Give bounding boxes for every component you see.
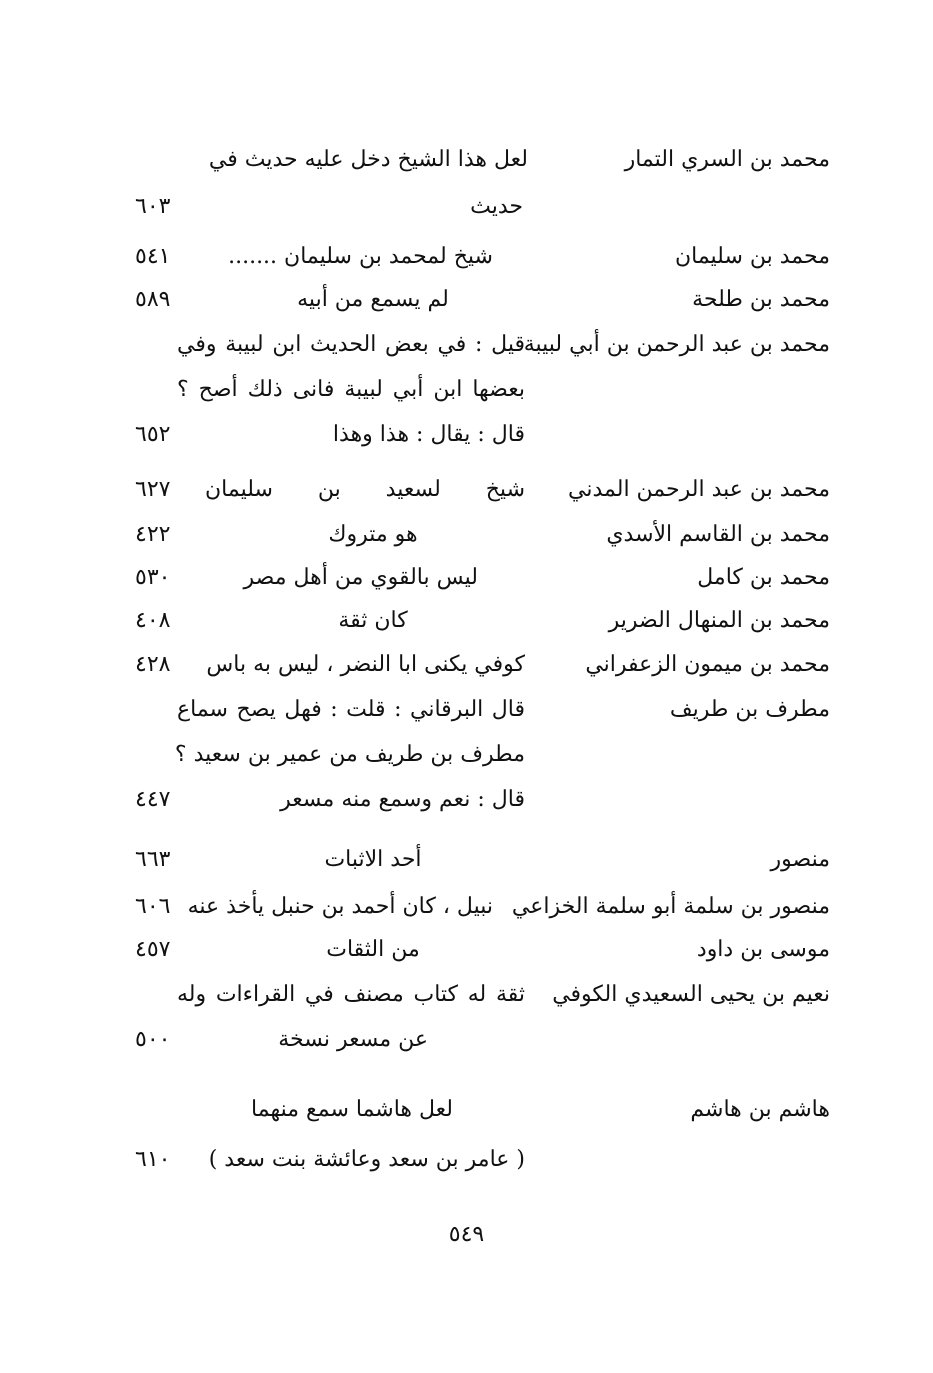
page-reference: ٦٢٧ <box>135 477 171 502</box>
entry-note: قال : نعم وسمع منه مسعر <box>280 787 525 812</box>
entry-note: بعضها ابن أبي لبيبة فانى ذلك أصح ؟ <box>177 377 525 402</box>
entry-note: هو متروك <box>328 522 418 547</box>
entry-row <box>0 237 933 277</box>
page-reference: ٥٨٩ <box>135 287 171 312</box>
narrator-name: محمد بن كامل <box>697 565 830 590</box>
entry-row <box>0 735 933 775</box>
entry-row <box>0 780 933 820</box>
entry-note: كوفي يكنى ابا النضر ، ليس به باس <box>206 652 525 677</box>
entry-row <box>0 1020 933 1060</box>
page-reference: ٦٠٣ <box>135 194 171 219</box>
entry-row <box>0 840 933 880</box>
narrator-name: محمد بن القاسم الأسدي <box>606 522 830 547</box>
entry-row <box>0 975 933 1015</box>
page-reference: ٦١٠ <box>135 1147 171 1172</box>
entry-row <box>0 601 933 641</box>
entry-note: لعل هاشما سمع منهما <box>251 1097 453 1122</box>
entry-row <box>0 187 933 227</box>
page-reference: ٤٢٨ <box>135 652 171 677</box>
narrator-name: منصور <box>770 847 830 872</box>
page-reference: ٤٥٧ <box>135 937 171 962</box>
page-reference: ٦٥٢ <box>135 422 171 447</box>
page-reference: ٦٠٦ <box>135 894 171 919</box>
entry-note: ثقة له كتاب مصنف في القراءات وله <box>177 982 525 1007</box>
entry-row <box>0 370 933 410</box>
entry-row <box>0 558 933 598</box>
narrator-name: منصور بن سلمة أبو سلمة الخزاعي <box>511 894 830 919</box>
entry-note: نبيل ، كان أحمد بن حنبل يأخذ عنه <box>187 894 493 919</box>
page-reference: ٥٠٠ <box>135 1027 171 1052</box>
entry-row <box>0 1140 933 1180</box>
page-reference: ٥٤١ <box>135 244 171 269</box>
narrator-name: نعيم بن يحيى السعيدي الكوفي <box>552 982 830 1007</box>
entry-row <box>0 515 933 555</box>
page-number: ٥٤٩ <box>448 1222 485 1247</box>
narrator-name: محمد بن ميمون الزعفراني <box>585 652 830 677</box>
entry-note: من الثقات <box>326 937 420 962</box>
page-reference: ٥٣٠ <box>135 565 171 590</box>
entry-row <box>0 415 933 455</box>
entry-note: شيخ لمحمد بن سليمان ....... <box>228 244 493 269</box>
entry-note: قيل : في بعض الحديث ابن لبيبة وفي <box>177 332 525 357</box>
entry-note: مطرف بن طريف من عمير بن سعيد ؟ <box>174 742 525 767</box>
narrator-name: محمد بن المنهال الضرير <box>608 608 830 633</box>
entry-note: قال : يقال : هذا وهذا <box>332 422 525 447</box>
page-reference: ٤٠٨ <box>135 608 171 633</box>
narrator-name: محمد بن السري التمار <box>624 147 830 172</box>
page-reference: ٤٤٧ <box>135 787 171 812</box>
page-reference: ٤٢٢ <box>135 522 171 547</box>
entry-row <box>0 280 933 320</box>
entry-row <box>0 645 933 685</box>
entry-row <box>0 690 933 730</box>
entry-row <box>0 325 933 365</box>
entry-row <box>0 887 933 927</box>
entry-note: لم يسمع من أبيه <box>297 287 449 312</box>
entry-row <box>0 930 933 970</box>
page-reference: ٦٦٣ <box>135 847 171 872</box>
narrator-name: محمد بن سليمان <box>674 244 830 269</box>
entry-note: قال البرقاني : قلت : فهل يصح سماع <box>177 697 525 722</box>
entry-row <box>0 1090 933 1130</box>
narrator-name: محمد بن طلحة <box>692 287 830 312</box>
narrator-name: هاشم بن هاشم <box>690 1097 830 1122</box>
narrator-name: موسى بن داود <box>696 937 830 962</box>
entry-note: شيخ لسعيد بن سليمان <box>205 477 525 502</box>
narrator-name: محمد بن عبد الرحمن المدني <box>568 477 830 502</box>
narrator-name: مطرف بن طريف <box>669 697 830 722</box>
entry-row <box>0 140 933 180</box>
entry-row <box>0 470 933 510</box>
entry-note: لعل هذا الشيخ دخل عليه حديث في <box>208 147 528 172</box>
entry-note: عن مسعر نسخة <box>278 1027 428 1052</box>
entry-note: ليس بالقوي من أهل مصر <box>243 565 478 590</box>
entry-note: أحد الاثبات <box>324 847 422 872</box>
entry-note: ( عامر بن سعد وعائشة بنت سعد ) <box>208 1147 525 1172</box>
entry-note: كان ثقة <box>338 608 408 633</box>
entry-note: حديث <box>470 194 523 219</box>
narrator-name: محمد بن عبد الرحمن بن أبي لبيبة <box>523 332 830 357</box>
